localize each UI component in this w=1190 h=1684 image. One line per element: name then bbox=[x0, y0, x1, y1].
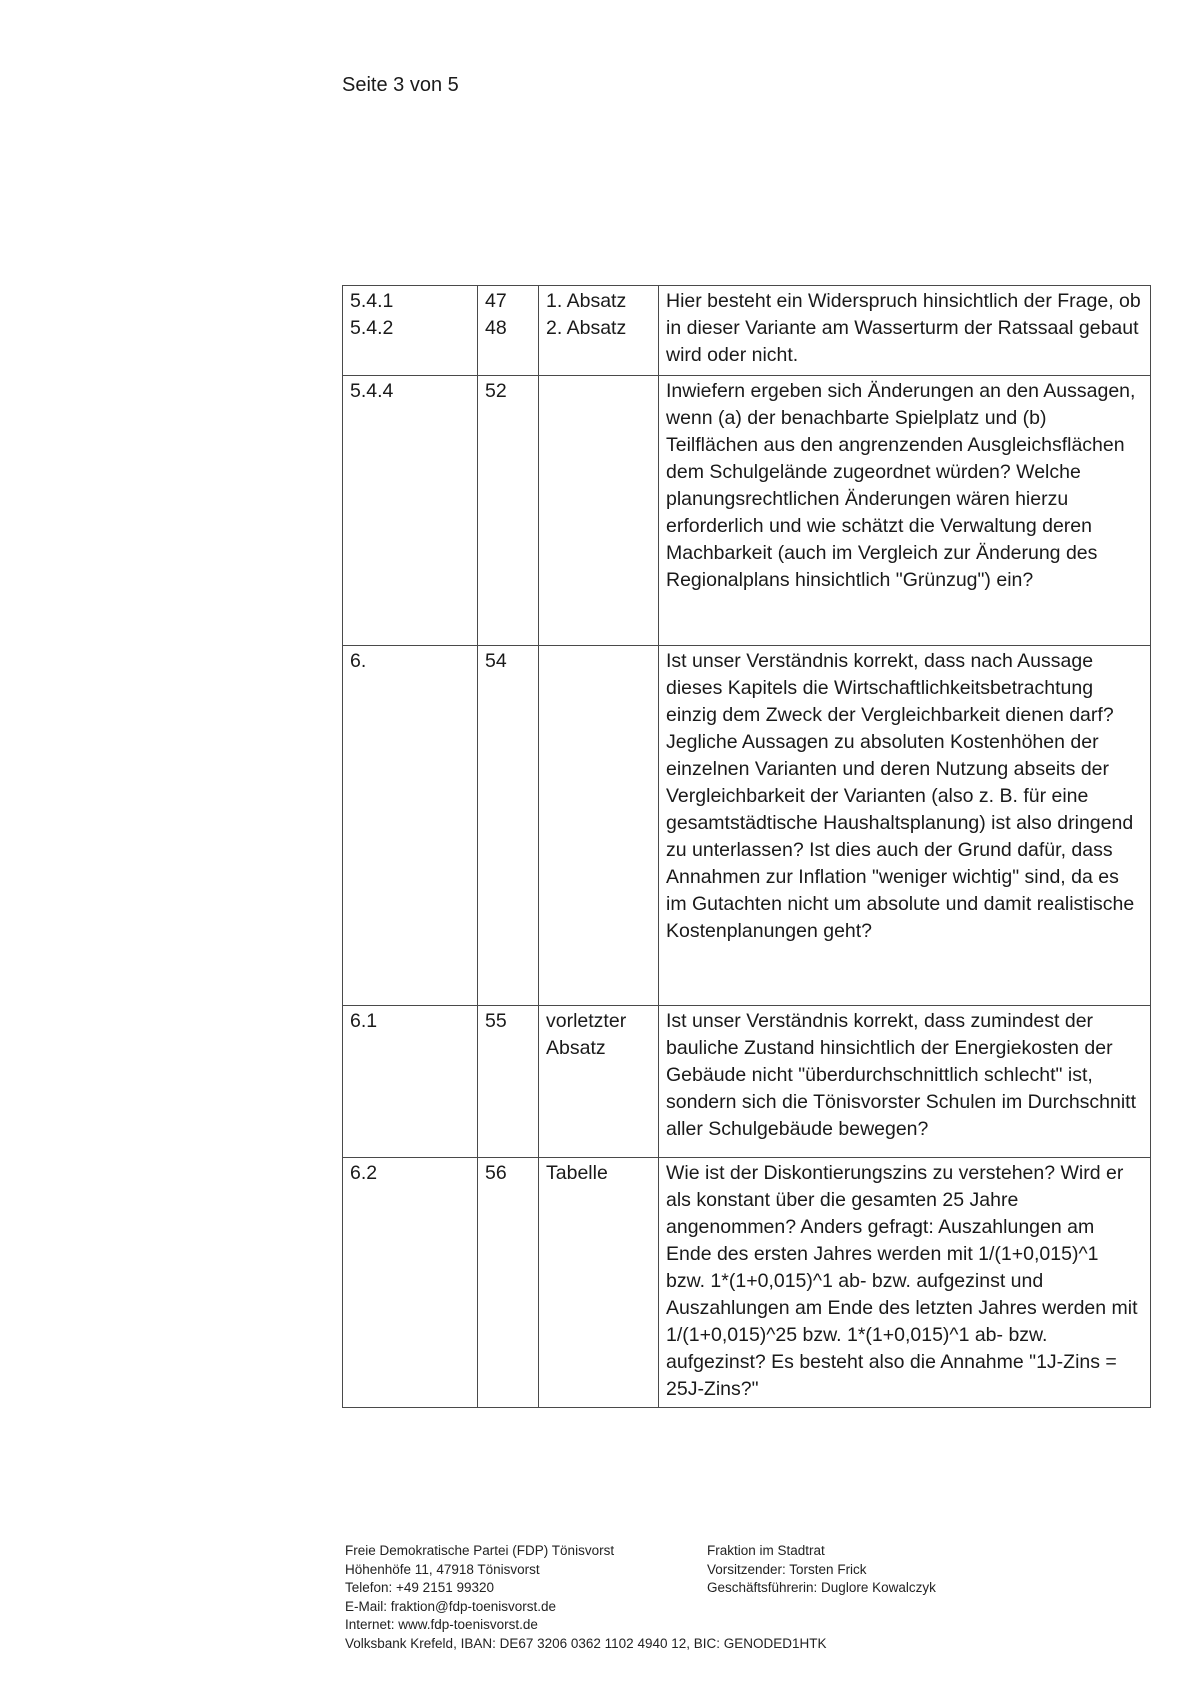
section-number: 6.2 bbox=[350, 1162, 378, 1184]
page-number: 48 bbox=[485, 317, 507, 339]
section-number: 5.4.4 bbox=[350, 380, 394, 402]
footer-line: Vorsitzender: Torsten Frick bbox=[707, 1561, 867, 1577]
footer-line: Telefon: +49 2151 99320 bbox=[345, 1580, 495, 1595]
footer-faction-block bbox=[707, 1542, 936, 1598]
page-cell bbox=[478, 286, 539, 376]
question-cell: Hier besteht ein Widerspruch hinsichtlich der Frage, ob in dieser Variante am Wasserturm der Ratssaal gebaut wird oder nicht. bbox=[659, 286, 1151, 376]
location-text: Tabelle bbox=[546, 1162, 608, 1184]
section-number: 5.4.1 bbox=[350, 290, 394, 312]
section-number: 5.4.2 bbox=[350, 317, 394, 339]
section-cell bbox=[343, 646, 478, 1006]
location-text: 1. Absatz bbox=[546, 290, 627, 312]
page-number: 52 bbox=[485, 380, 507, 402]
page-cell bbox=[478, 646, 539, 1006]
footer-website[interactable]: Internet: www.fdp-toenisvorst.de bbox=[345, 1617, 538, 1632]
page-cell bbox=[478, 1158, 539, 1408]
question-cell: Inwiefern ergeben sich Änderungen an den Aussagen, wenn (a) der benachbarte Spielplatz und (b) Teilflächen aus den angrenzenden Ausgleichsflächen dem Schulgelände zugeordnet würden? Welche planungsrechtlichen Änderungen wären hierzu erforderlich und wie schätzt die Verwaltung deren Machbarkeit (auch im Vergleich zur Änderung des Regionalplans hinsichtlich "Grünzug") ein? bbox=[659, 376, 1151, 646]
page-number: 55 bbox=[485, 1010, 507, 1032]
location-cell bbox=[539, 1006, 659, 1158]
location-cell bbox=[539, 1158, 659, 1408]
page-number-label: Seite 3 von 5 bbox=[342, 74, 459, 96]
page-cell bbox=[478, 1006, 539, 1158]
section-cell bbox=[343, 1006, 478, 1158]
questions-table bbox=[342, 285, 1151, 1408]
section-cell bbox=[343, 286, 478, 376]
table-row bbox=[343, 1006, 1151, 1158]
page-cell bbox=[478, 376, 539, 646]
footer-line: Höhenhöfe 11, 47918 Tönisvorst bbox=[345, 1561, 540, 1577]
location-text: vorletzter bbox=[546, 1010, 627, 1032]
footer-line: Volksbank Krefeld, IBAN: DE67 3206 0362 1102 4940 12, BIC: GENODED1HTK bbox=[345, 1635, 827, 1651]
footer-line: Geschäftsführerin: Duglore Kowalczyk bbox=[707, 1580, 936, 1595]
question-cell: Ist unser Verständnis korrekt, dass nach Aussage dieses Kapitels die Wirtschaftlichkeitsbetrachtung einzig dem Zweck der Vergleichbarkeit dienen darf? Jegliche Aussagen zu absoluten Kostenhöhen der einzelnen Varianten und deren Nutzung abseits der Vergleichbarkeit der Varianten (also z. B. für eine gesamtstädtische Haushaltsplanung) ist also dringend zu unterlassen? Ist dies auch der Grund dafür, dass Annahmen zur Inflation "weniger wichtig" sind, da es im Gutachten nicht um absolute und damit realistische Kostenplanungen geht? bbox=[659, 646, 1151, 1006]
table-row bbox=[343, 646, 1151, 1006]
page-number: 54 bbox=[485, 650, 507, 672]
table-row bbox=[343, 286, 1151, 376]
question-cell: Wie ist der Diskontierungszins zu verstehen? Wird er als konstant über die gesamten 25 Jahre angenommen? Anders gefragt: Auszahlungen am Ende des ersten Jahres werden mit 1/(1+0,015)^1 bzw. 1*(1+0,015)^1 ab- bzw. aufgezinst und Auszahlungen am Ende des letzten Jahres werden mit 1/(1+0,015)^25 bzw. 1*(1+0,015)^1 ab- bzw. aufgezinst? Es besteht also die Annahme "1J-Zins = 25J-Zins?" bbox=[659, 1158, 1151, 1408]
location-cell bbox=[539, 286, 659, 376]
footer-email[interactable]: E-Mail: fraktion@fdp-toenisvorst.de bbox=[345, 1598, 557, 1614]
page-number: 47 bbox=[485, 290, 507, 312]
section-number: 6.1 bbox=[350, 1010, 378, 1032]
table-row bbox=[343, 376, 1151, 646]
footer-line: Freie Demokratische Partei (FDP) Tönisvorst bbox=[345, 1543, 615, 1558]
location-cell bbox=[539, 646, 659, 1006]
section-number: 6. bbox=[350, 650, 367, 672]
location-text: Absatz bbox=[546, 1037, 606, 1059]
question-cell: Ist unser Verständnis korrekt, dass zumindest der bauliche Zustand hinsichtlich der Energiekosten der Gebäude nicht "überdurchschnittlich schlecht" ist, sondern sich die Tönisvorster Schulen im Durchschnitt aller Schulgebäude bewegen? bbox=[659, 1006, 1151, 1158]
location-cell bbox=[539, 376, 659, 646]
section-cell bbox=[343, 1158, 478, 1408]
page-number: 56 bbox=[485, 1162, 507, 1184]
table-row bbox=[343, 1158, 1151, 1408]
location-text: 2. Absatz bbox=[546, 317, 627, 339]
footer-line: Fraktion im Stadtrat bbox=[707, 1543, 825, 1558]
section-cell bbox=[343, 376, 478, 646]
